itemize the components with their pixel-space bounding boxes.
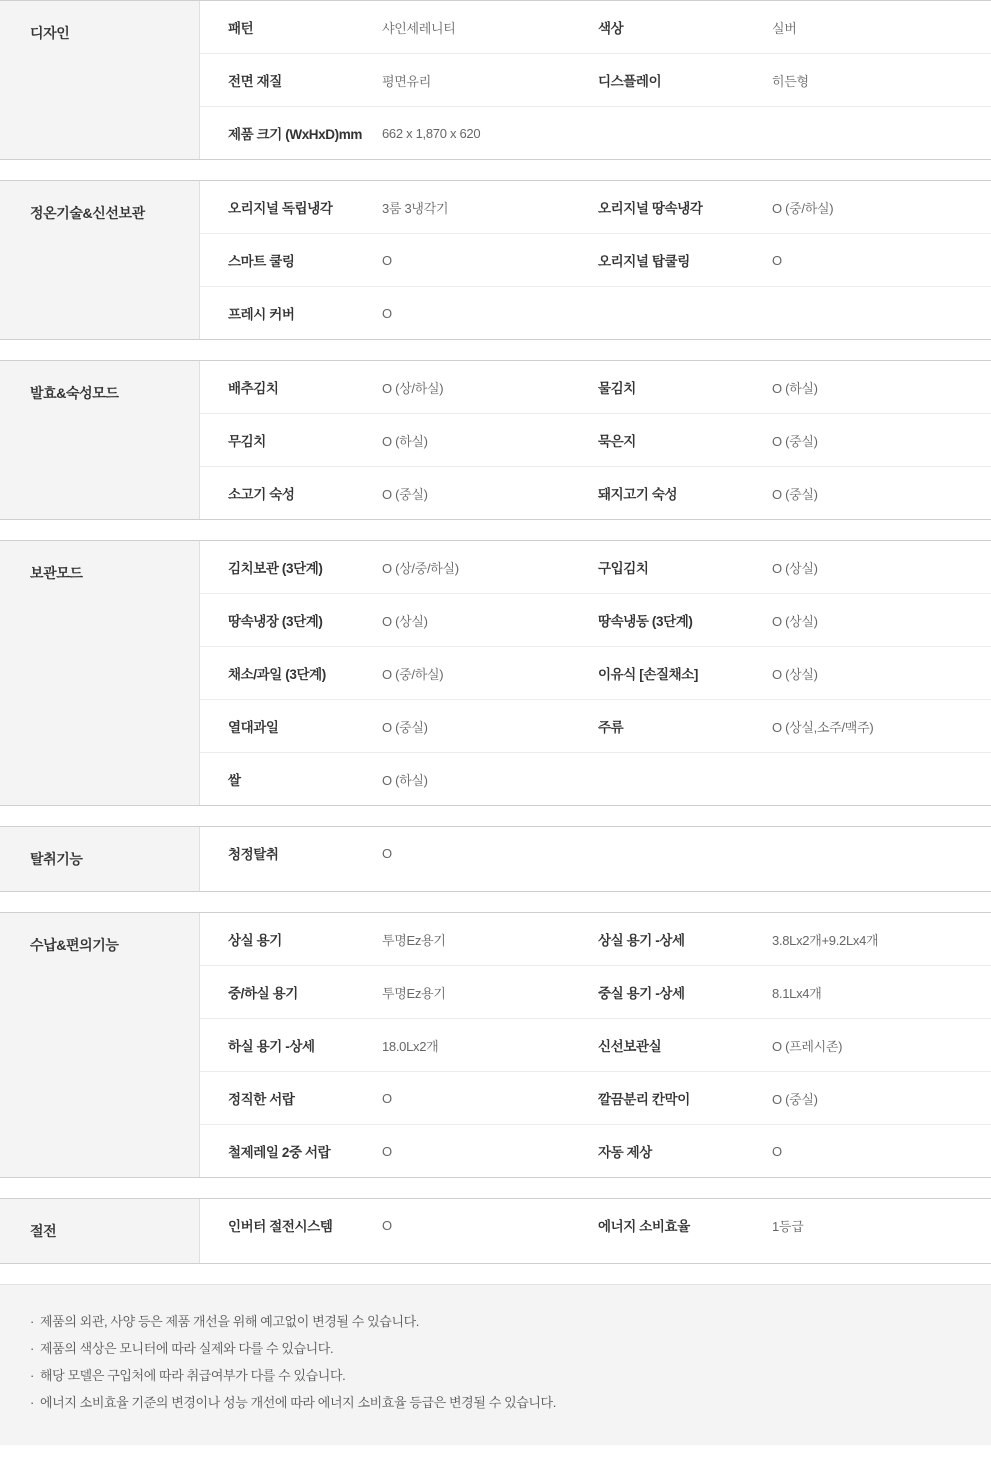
spec-value: 3룸 3냉각기 [382, 200, 449, 216]
spec-value: O [772, 252, 782, 268]
spec-group-storage-convenience [0, 912, 991, 1178]
spec-value: 샤인세레니티 [382, 20, 456, 36]
group-rows [200, 913, 991, 1177]
group-rows [200, 541, 991, 805]
spec-value: 실버 [772, 20, 797, 36]
spec-value-empty [770, 827, 991, 879]
spec-value: 히든형 [772, 73, 809, 89]
spec-label: 중실 용기 -상세 [598, 986, 685, 1001]
spec-label-empty [590, 287, 770, 339]
spec-value: O (중실) [772, 433, 818, 449]
spec-label: 오리지널 탑쿨링 [598, 254, 690, 269]
table-row [200, 467, 991, 519]
table-row [200, 54, 991, 107]
spec-value: 3.8Lx2개+9.2Lx4개 [772, 932, 879, 948]
table-row [200, 361, 991, 414]
spec-value: O (상실,소주/맥주) [772, 719, 874, 735]
group-title: 보관모드 [0, 541, 200, 805]
spec-label: 배추김치 [228, 381, 279, 396]
spec-label: 상실 용기 -상세 [598, 933, 685, 948]
spec-label: 열대과일 [228, 720, 279, 735]
group-title: 절전 [0, 1199, 200, 1263]
spec-label: 오리지널 땅속냉각 [598, 201, 703, 216]
spec-value: 평면유리 [382, 73, 432, 89]
spec-value: O [382, 1090, 392, 1106]
spec-value: 투명Ez용기 [382, 985, 446, 1001]
spec-value: 투명Ez용기 [382, 932, 446, 948]
spec-value: O (프레시존) [772, 1038, 843, 1054]
spec-value: O (중/하실) [772, 200, 834, 216]
spec-group-storage-mode [0, 540, 991, 806]
spec-label: 디스플레이 [598, 74, 662, 89]
spec-label: 프레시 커버 [228, 307, 295, 322]
spec-label: 소고기 숙성 [228, 487, 295, 502]
spec-value: O (중실) [382, 486, 428, 502]
table-row [200, 1072, 991, 1125]
group-title: 수납&편의기능 [0, 913, 200, 1177]
group-title: 정온기술&신선보관 [0, 181, 200, 339]
notice-item: · 제품의 색상은 모니터에 따라 실제와 다를 수 있습니다. [30, 1336, 961, 1363]
notice-item: · 제품의 외관, 사양 등은 제품 개선을 위해 예고없이 변경될 수 있습니다. [30, 1309, 961, 1336]
spec-value: O (하실) [382, 772, 428, 788]
table-row [200, 827, 991, 879]
group-rows [200, 1, 991, 159]
spec-group-energy-saving [0, 1198, 991, 1264]
notice-item: · 에너지 소비효율 기준의 변경이나 성능 개선에 따라 에너지 소비효율 등급은 변경될 수 있습니다. [30, 1390, 961, 1417]
spec-label: 하실 용기 -상세 [228, 1039, 315, 1054]
spec-label: 채소/과일 (3단계) [228, 667, 326, 682]
table-row [200, 700, 991, 753]
spec-label: 무김치 [228, 434, 266, 449]
spec-value: O (상실) [772, 666, 818, 682]
spec-value: O [382, 1217, 392, 1233]
spec-label: 오리지널 독립냉각 [228, 201, 333, 216]
spec-label: 중/하실 용기 [228, 986, 298, 1001]
spec-value: 662 x 1,870 x 620 [382, 125, 481, 141]
group-title: 탈취기능 [0, 827, 200, 891]
spec-label: 철제레일 2중 서랍 [228, 1145, 331, 1160]
spec-value: O (중실) [772, 1091, 818, 1107]
table-row [200, 647, 991, 700]
spec-label-empty [590, 753, 770, 805]
spec-label: 땅속냉장 (3단계) [228, 614, 323, 629]
spec-value: O [382, 1143, 392, 1159]
table-row [200, 753, 991, 805]
spec-label: 신선보관실 [598, 1039, 662, 1054]
spec-label: 청정탈취 [228, 847, 279, 862]
spec-value: O (중실) [772, 486, 818, 502]
table-row [200, 913, 991, 966]
spec-value: O (하실) [772, 380, 818, 396]
spec-label: 제품 크기 (WxHxD)mm [228, 127, 362, 142]
spec-label: 돼지고기 숙성 [598, 487, 678, 502]
table-row [200, 414, 991, 467]
table-row [200, 107, 991, 159]
spec-value: O (상실) [772, 560, 818, 576]
table-row [200, 594, 991, 647]
spec-label: 김치보관 (3단계) [228, 561, 323, 576]
spec-label: 쌀 [228, 773, 241, 788]
table-row [200, 1, 991, 54]
table-row [200, 234, 991, 287]
spec-label: 인버터 절전시스템 [228, 1219, 333, 1234]
spec-label: 자동 제상 [598, 1145, 652, 1160]
spec-label: 패턴 [228, 21, 254, 36]
spec-group-fermentation [0, 360, 991, 520]
spec-label: 에너지 소비효율 [598, 1219, 690, 1234]
spec-value: 1등급 [772, 1218, 804, 1234]
spec-label: 깔끔분리 칸막이 [598, 1092, 690, 1107]
spec-value: O (하실) [382, 433, 428, 449]
table-row [200, 287, 991, 339]
spec-value: O (중/하실) [382, 666, 444, 682]
spec-label: 땅속냉동 (3단계) [598, 614, 693, 629]
group-rows [200, 827, 991, 891]
spec-value: O (상실) [382, 613, 428, 629]
spec-value: O (상실) [772, 613, 818, 629]
spec-label: 상실 용기 [228, 933, 282, 948]
spec-label-empty [590, 827, 770, 879]
spec-value: 8.1Lx4개 [772, 985, 822, 1001]
spec-value: O (중실) [382, 719, 428, 735]
spec-label-empty [590, 107, 770, 159]
spec-label: 묵은지 [598, 434, 636, 449]
spec-label: 정직한 서랍 [228, 1092, 295, 1107]
spec-label: 색상 [598, 21, 624, 36]
group-rows [200, 1199, 991, 1263]
spec-group-deodorize [0, 826, 991, 892]
table-row [200, 966, 991, 1019]
spec-label: 주류 [598, 720, 624, 735]
spec-group-design [0, 0, 991, 160]
group-rows [200, 361, 991, 519]
group-title: 발효&숙성모드 [0, 361, 200, 519]
table-row [200, 1199, 991, 1251]
spec-value: O [772, 1143, 782, 1159]
spec-value: 18.0Lx2개 [382, 1038, 439, 1054]
spec-value: O [382, 305, 392, 321]
spec-label: 구입김치 [598, 561, 649, 576]
table-row [200, 1019, 991, 1072]
spec-group-cooling [0, 180, 991, 340]
spec-label: 스마트 쿨링 [228, 254, 295, 269]
spec-value-empty [770, 753, 991, 805]
spec-value: O (상/중/하실) [382, 560, 459, 576]
spec-label: 물김치 [598, 381, 636, 396]
spec-value-empty [770, 107, 991, 159]
table-row [200, 1125, 991, 1177]
spec-value: O [382, 845, 392, 861]
group-rows [200, 181, 991, 339]
notice-item: · 해당 모델은 구입처에 따라 취급여부가 다를 수 있습니다. [30, 1363, 961, 1390]
table-row [200, 541, 991, 594]
spec-label: 이유식 [손질채소] [598, 667, 699, 682]
group-title: 디자인 [0, 1, 200, 159]
spec-label: 전면 재질 [228, 74, 282, 89]
table-row [200, 181, 991, 234]
spec-value: O (상/하실) [382, 380, 444, 396]
spec-value: O [382, 252, 392, 268]
spec-value-empty [770, 287, 991, 339]
notice-block [0, 1284, 991, 1445]
